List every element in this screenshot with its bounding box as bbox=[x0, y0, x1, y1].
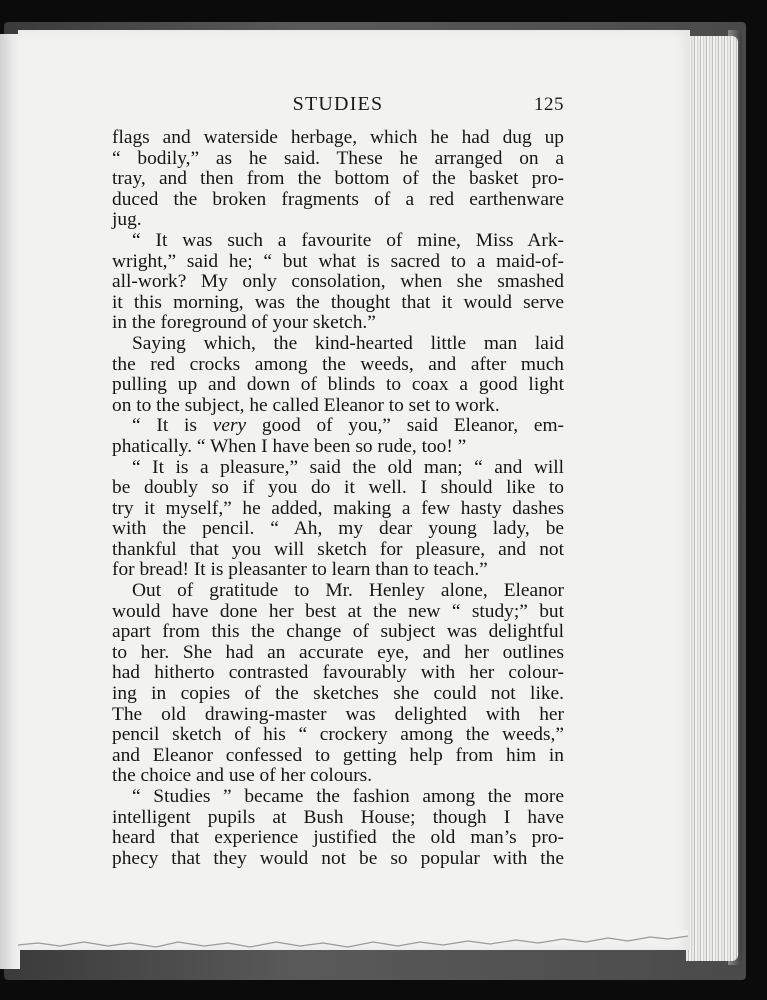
text-line: thankful that you will sketch for pleasure, and not bbox=[112, 538, 564, 560]
text-line: wright,” said he; “ but what is sacred to a maid-of- bbox=[112, 250, 564, 272]
facing-page-edge bbox=[0, 34, 20, 969]
text-line: pencil sketch of his “ crockery among the weeds,” bbox=[112, 724, 564, 746]
text-line: all-work? My only consolation, when she smashed bbox=[112, 271, 564, 293]
text-line: heard that experience justified the old man’s pro- bbox=[112, 827, 564, 849]
text-line: on to the subject, he called Eleanor to set to work. bbox=[112, 394, 500, 416]
text-line: pulling up and down of blinds to coax a good light bbox=[112, 374, 564, 396]
text-line: the choice and use of her colours. bbox=[112, 765, 373, 787]
text-line: apart from this the change of subject was delightful bbox=[112, 621, 564, 643]
text-line: flags and waterside herbage, which he had dug up bbox=[112, 127, 564, 148]
text-line: “ It is a pleasure,” said the old man; “ and will bbox=[132, 456, 564, 478]
text-line: would have done her best at the new “ study;” but bbox=[112, 600, 564, 622]
text-line: Saying which, the kind-hearted little man laid bbox=[132, 332, 564, 354]
text-line: the red crocks among the weeds, and after much bbox=[112, 353, 564, 375]
text-line: phatically. “ When I have been so rude, too! ” bbox=[112, 435, 467, 457]
text-line: try it myself,” he added, making a few hasty dashes bbox=[112, 497, 564, 519]
text-line: for bread! It is pleasanter to learn than to teach.” bbox=[112, 559, 488, 581]
text-line: The old drawing-master was delighted with her bbox=[112, 703, 564, 725]
text-line: “ It is very good of you,” said Eleanor, em- bbox=[132, 415, 564, 437]
text-line: jug. bbox=[112, 209, 142, 231]
text-line: intelligent pupils at Bush House; though I have bbox=[112, 806, 564, 828]
text-line: Out of gratitude to Mr. Henley alone, Eleanor bbox=[132, 580, 564, 602]
page-number: 125 bbox=[534, 94, 564, 115]
text-line: duced the broken fragments of a red earthenware bbox=[112, 188, 564, 210]
text-line: in the foreground of your sketch.” bbox=[112, 312, 376, 334]
text-line: it this morning, was the thought that it would serve bbox=[112, 291, 564, 313]
text-line: and Eleanor confessed to getting help from him in bbox=[112, 744, 564, 766]
text-line: ing in copies of the sketches she could not like. bbox=[112, 683, 564, 705]
text-line: “ It was such a favourite of mine, Miss Ark- bbox=[132, 229, 564, 251]
text-line: “ bodily,” as he said. These he arranged on a bbox=[112, 147, 564, 169]
page-header bbox=[112, 93, 564, 121]
text-line: “ Studies ” became the fashion among the more bbox=[132, 786, 564, 807]
text-line: phecy that they would not be so popular with the bbox=[112, 847, 564, 869]
text-line: tray, and then from the bottom of the basket pro- bbox=[112, 168, 564, 190]
torn-page-bottom bbox=[18, 930, 688, 968]
running-head: STUDIES bbox=[292, 93, 384, 115]
page-block-edges bbox=[686, 36, 738, 961]
text-line: with the pencil. “ Ah, my dear young lady, be bbox=[112, 518, 564, 540]
text-line: had hitherto contrasted favourably with her colour- bbox=[112, 662, 564, 684]
text-line: to her. She had an accurate eye, and her outlines bbox=[112, 641, 564, 663]
body-text bbox=[112, 128, 564, 869]
text-line: be doubly so if you do it well. I should like to bbox=[112, 477, 564, 499]
